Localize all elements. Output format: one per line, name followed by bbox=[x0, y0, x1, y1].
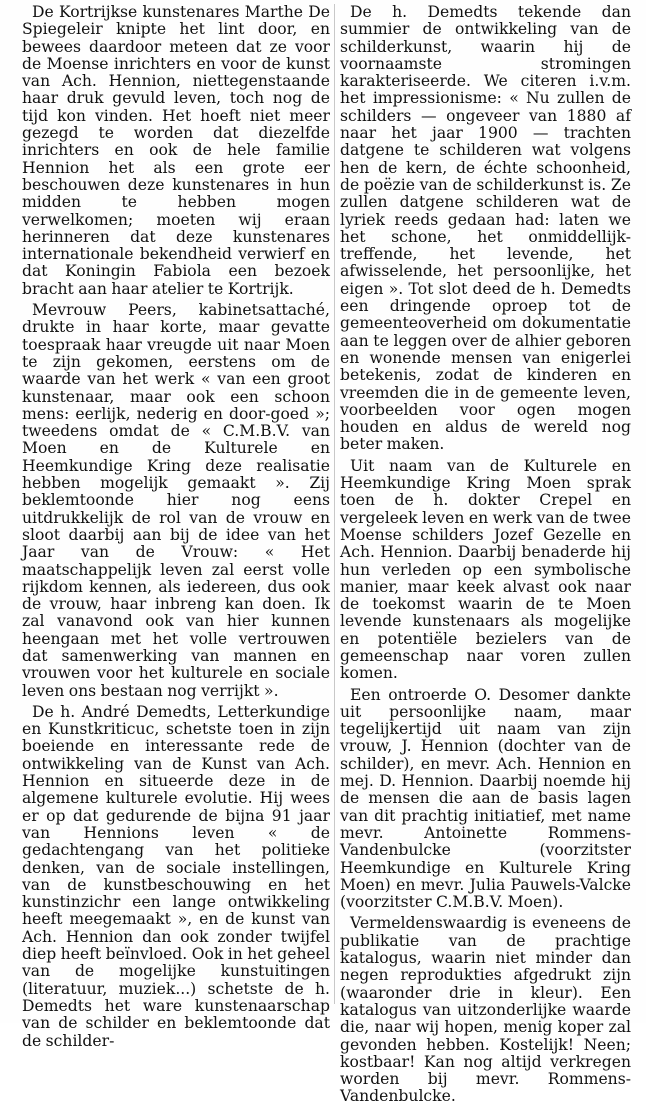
column-divider bbox=[334, 4, 335, 1004]
left-column bbox=[22, 4, 330, 1050]
paragraph-opening: De Kortrijkse kunstenares Marthe De Spiegeleir knipte het lint door, en bewees daardoor meteen dat ze voor de Moense inrichters en voor de kunst van Ach. Hennion, niettegenstaande haar druk gevuld leven, toch nog de tijd kon vinden. Het hoeft niet meer gezegd te worden dat diezelfde inrichters en ook de hele familie Hennion het als een grote eer beschouwen deze kunstenares in hun midden te hebben mogen verwelkomen; moeten wij eraan herinneren dat deze kunstenares internationale bekendheid verwierf en dat Koningin Fabiola een bezoek bracht aan haar atelier te Kortrijk. bbox=[22, 3, 330, 298]
paragraph-catalogue: Vermeldenswaardig is eveneens de publikatie van de prachtige katalogus, waarin niet minder dan negen reprodukties afgedrukt zijn (waaronder drie in kleur). Een katalogus van uitzonderlijke waarde die, naar wij hopen, menig koper zal gevonden hebben. Kostelijk! Neen; kostbaar! Kan nog altijd verkregen worden bij mevr. Rommens-Vandenbulcke. bbox=[340, 914, 631, 1106]
paragraph-demedts-summary: De h. Demedts tekende dan summier de ontwikkeling van de schilderkunst, waarin hij de voornaamste stromingen karakteriseerde. We citeren i.v.m. het impressionisme: « Nu zullen de schilders — ongeveer van 1880 af naar het jaar 1900 — trachten datgene te schilderen wat volgens hen de kern, de échte schoonheid, de poëzie van de schilderkunst is. Ze zullen datgene schilderen wat de lyriek reeds gedaan had: laten we het schone, het onmiddellijk-treffende, het levende, het afwisselende, het persoonlijke, het eigen ». Tot slot deed de h. Demedts een dringende oproep tot de gemeenteoverheid om dokumentatie aan te leggen over de alhier geboren en wonende mensen van enigerlei betekenis, zodat de kinderen en vreemden die in de gemeente leven, voorbeelden voor ogen mogen houden en aldus de wereld nog beter maken. bbox=[340, 3, 631, 454]
paragraph-demedts-speech: De h. André Demedts, Letterkundige en Kunstkriticuc, schetste toen in zijn boeiende en interessante rede de ontwikkeling van de Kunst van Ach. Hennion en situeerde deze in de algemene kulturele evolutie. Hij wees er op dat gedurende de bijna 91 jaar van Hennions leven « de gedachtengang van het politieke denken, van de sociale instellingen, van de kunstbeschouwing en het kunstinzichr een lange ontwikkeling heeft meegemaakt », en de kunst van Ach. Hennion dan ook zonder twijfel diep heeft beïnvloed. Ook in het geheel van de mogelijke kunstuitingen (literatuur, muziek...) schetste de h. Demedts het ware kunstenaarschap van de schilder en beklemtoonde dat de schilder- bbox=[22, 702, 330, 1050]
paragraph-desomer-thanks: Een ontroerde O. Desomer dankte uit persoonlijke naam, maar tegelijkertijd uit naam van zijn vrouw, J. Hennion (dochter van de schilder), en mevr. Ach. Hennion en mej. D. Hennion. Daarbij noemde hij de mensen die aan de basis lagen van dit prachtig initiatief, met name mevr. Antoinette Rommens-Vandenbulcke (voorzitster Heemkundige en Kulturele Kring Moen) en mevr. Julia Pauwels-Valcke (voorzitster C.M.B.V. Moen). bbox=[340, 685, 631, 912]
right-column bbox=[340, 4, 631, 1106]
paragraph-crepel-speech: Uit naam van de Kulturele en Heemkundige Kring Moen sprak toen de h. dokter Crepel en vergeleek leven en werk van de twee Moense schilders Jozef Gezelle en Ach. Hennion. Daarbij benaderde hij hun verleden op een symbolische manier, maar keek alvast ook naar de toekomst waarin de te Moen levende kunstenaars als mogelijke en potentiële bezielers van de gemeenschap naar voren zullen komen. bbox=[340, 456, 631, 683]
paragraph-peers-speech: Mevrouw Peers, kabinetsattaché, drukte in haar korte, maar gevatte toespraak haar vreugde uit naar Moen te zijn gekomen, eerstens om de waarde van het werk « van een groot kunstenaar, maar ook een schoon mens: eerlijk, nederig en door-goed »; tweedens omdat de « C.M.B.V. van Moen en de Kulturele en Heemkundige Kring deze realisatie hebben mogelijk gemaakt ». Zij beklemtoonde hier nog eens uitdrukkelijk de rol van de vrouw en sloot daarbij aan bij de idee van het Jaar van de Vrouw: « Het maatschappelijk leven zal eerst volle rijkdom kennen, als iedereen, dus ook de vrouw, haar inbreng kan doen. Ik zal vanavond ook van hier kunnen heengaan met het volle vertrouwen dat samenwerking van mannen en vrouwen voor het kulturele en sociale leven ons bestaan nog verrijkt ». bbox=[22, 301, 330, 700]
